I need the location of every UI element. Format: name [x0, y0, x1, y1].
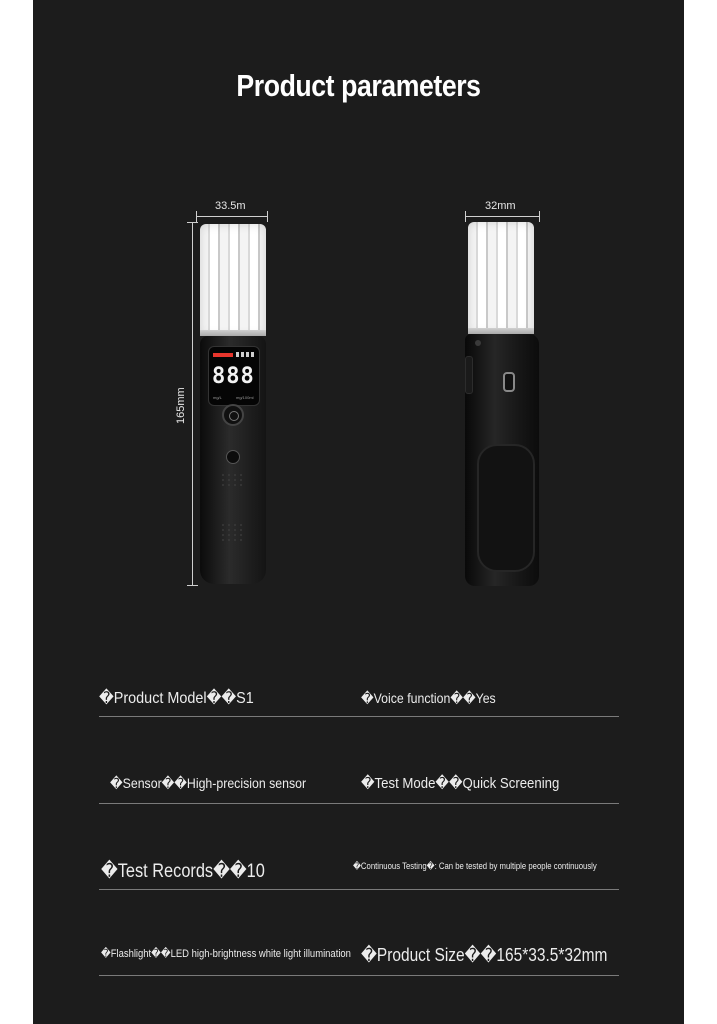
battery-segment [251, 352, 254, 357]
lanyard-hole [475, 340, 481, 346]
param-flashlight: �Flashlight��LED high-brightness white light illumination [101, 948, 351, 960]
param-voice-function: �Voice function��Yes [361, 690, 496, 706]
divider-row-2 [99, 803, 619, 804]
width-marker-side-tick-left [465, 211, 466, 222]
device-body-side [465, 334, 539, 586]
width-marker-front [196, 216, 268, 217]
device-side-view [465, 222, 541, 588]
power-button[interactable] [222, 404, 244, 426]
param-product-size: �Product Size��165*33.5*32mm [361, 945, 608, 965]
speaker-grille-upper [222, 474, 243, 486]
battery-segment [236, 352, 239, 357]
grip-panel [477, 444, 535, 572]
param-test-records: �Test Records��10 [101, 861, 265, 882]
device-body-front [200, 336, 266, 584]
width-marker-tick-left [196, 211, 197, 222]
height-marker-tick-top [187, 222, 198, 223]
height-marker [192, 222, 193, 586]
battery-segment [241, 352, 244, 357]
height-marker-tick-bottom [187, 585, 198, 586]
width-label-side: 32mm [485, 200, 516, 212]
lamp-head-front [200, 224, 266, 336]
param-product-model: �Product Model��S1 [99, 690, 254, 707]
width-label-front: 33.5m [215, 200, 246, 212]
width-marker-tick-right [267, 211, 268, 222]
unit-label-right: mg/100ml [236, 395, 254, 400]
product-panel [33, 0, 684, 1024]
height-label: 165mm [175, 387, 187, 424]
lamp-head-side [468, 222, 534, 334]
divider-row-4 [99, 975, 619, 976]
display-digits: 888 [212, 364, 255, 389]
width-marker-side-tick-right [539, 211, 540, 222]
divider-row-3 [99, 889, 619, 890]
divider-row-1 [99, 716, 619, 717]
display-screen [208, 346, 260, 406]
battery-segment [246, 352, 249, 357]
usb-port-icon [503, 372, 515, 392]
side-button[interactable] [465, 356, 473, 394]
param-continuous-testing: �Continuous Testing�: Can be tested by multiple people continuously [353, 861, 597, 871]
flashlight-button-icon[interactable] [226, 450, 240, 464]
speaker-grille-lower [222, 524, 243, 541]
param-test-mode: �Test Mode��Quick Screening [361, 775, 560, 792]
param-sensor: �Sensor��High-precision sensor [110, 775, 307, 791]
unit-label-left: mg/L [213, 395, 222, 400]
battery-red-bar [213, 353, 233, 357]
device-front-view [199, 224, 267, 586]
width-marker-side [465, 216, 540, 217]
page-title: Product parameters [236, 68, 481, 103]
